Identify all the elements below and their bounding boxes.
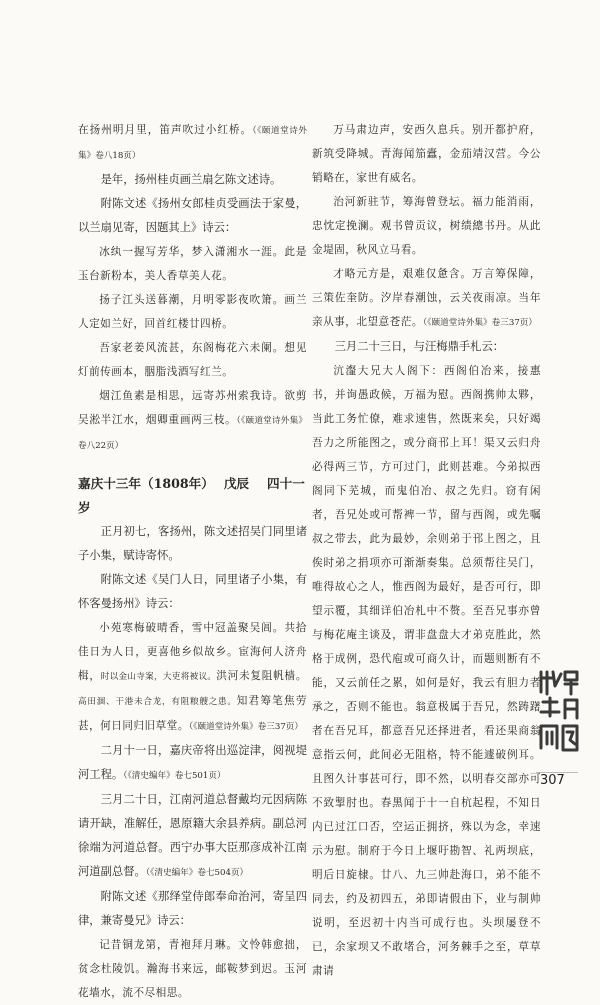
paragraph: 正月初七，客扬州，陈文述招吴门同里诸子小集，赋诗寄怀。: [78, 525, 307, 562]
poem-stanza: 烟江鱼素是相思，远寄苏州索我诗。欲剪吴淞半江水，烟卿重画两三枝。（《颐道堂诗外集》卷八22页）: [78, 390, 308, 451]
poem-stanza: 才略元方是，艰难仅惫含。万言筹保障，三策佐奎防。汐岸春潮蚀，云关夜雨凉。当年亲从事，北望意苍茫。（《颐道堂诗外集》卷三37页）: [312, 268, 541, 328]
paragraph: 附陈文述《扬州女郎桂贞受画法于家曼，以兰扇见寄，因题其上》诗云：: [78, 197, 307, 234]
left-column: [78, 118, 307, 1005]
year-heading: 嘉庆十三年（1808年） 戊辰 四十一岁: [78, 476, 305, 515]
poem-line: 在扬州明月里，笛声吹过小红桥。（《颐道堂诗外集》卷八18页）: [78, 124, 308, 161]
poem-stanza: 万马肃边声，安西久息兵。别开都护府，新筑受降城。青海闻笳蠹，金茄靖汉营。今公销略在，家世有威名。: [312, 124, 541, 184]
poem-stanza: 吾家老姜风流甚，东阁梅花六未阑。想见灯前传画本，胭脂浅酒写红兰。: [78, 342, 307, 378]
poem-stanza: 治河新驻节，筹海曾登坛。福力能消雨，忠忱定挽澜。观书曾贡议，树绩總书丹。从此金堤固，秋风立马看。: [312, 196, 541, 256]
poem-stanza: 小苑寒梅破晴香，雪中冠盖聚吴阊。共拾佳日为人日，更喜他乡似故乡。宦海何人济舟楫，时以金山寺案，大吏将被议。洪河未复阻帆樯。高田涸、干港未合龙，有阻粮艘之患。知君筹笔焦劳甚，何日同归旧草堂。（《颐道堂诗外集》卷三37页）: [78, 622, 307, 732]
page-number: 307: [540, 773, 565, 788]
paragraph: 三月二十三日，与汪梅鼎手札云：: [334, 340, 505, 353]
paragraph: 二月十一日，嘉庆帝将出巡淀津，阅视堤河工程。（《清史编年》卷七501页）: [78, 744, 307, 781]
paragraph: 附陈文述《吴门人日，同里诸子小集，有怀客曼扬州》诗云：: [78, 573, 307, 610]
seal-logo-icon: [537, 668, 581, 768]
right-column: [312, 118, 541, 983]
paragraph: 附陈文述《那绎堂侍郎奉命治河，寄呈四律，兼寄曼兄》诗云：: [78, 890, 307, 927]
poem-stanza: 记昔铜龙第，青袍拜月琳。文怜韩愈拙，贫念杜陵饥。瀚海书来远，邮鞍梦到迟。玉河花墙水，流不尽相思。: [78, 939, 307, 999]
letter-quote: 沆瀣大兄大人阁下：西阁伯冶来，接惠书，并询愚政候，万福为慰。西阁携帅太夥，当此工务忙僚，难求速售，然既来矣，只好竭吾力之所能图之，或分商邗上耳！渠又云归舟必得两三节，方可过门，此则甚难。今弟拟西阁同下芜城，而鬼伯冶、叔之先归。窃有闲者，吾兄处或可帮裨一节，留与西阁，或先嘱叔之带去，此为最妙，余则弟于邗上图之，且俟时弟之捐项亦可渐渐奏集。总须帮往吴门，唯得故心之人，惟西阁为最好，是否可行，即望示覆，其细详伯冶札中不赘。至吾兄事亦曾与梅花庵主谈及，谓非盘盘大才弟克胜此，然格于成例，恐代庖或可商久计，而题则断有不能，又云前任之累，如何是好，我云有胆力者承之，否则不能也。翁意极属于吾兄，然踌躇者在吾兄耳，都意吾兄还择进者，看还果商翁意指云何，此间必无阻格，特不能遽破例耳。且图久计事甚可行，即不然，以明春交部亦可不致掣肘也。春黑闻于十一自杭起程，不知日内已过江口否，空运正拥挤，殊以为念，幸速示为慰。制府于今日上堰吁勘智、礼两坝底，明后日旋棣。廿八、九三帅赴海口，弟不能不同去，约及初四五，弟即请假由下，业与制帅说明，至迟初十内当可成行也。头坝屡登不已，余家坝又不敢堵合，河务棘手之至，草草肃请: [312, 365, 541, 977]
poem-stanza: 冰纨一握写芳华，梦入潇湘水一涯。此是玉台新粉本，美人香草美人花。: [78, 246, 307, 282]
paragraph: 三月二十日，江南河道总督戴均元因病陈请开缺，准解任，恩原籍大余县养病。副总河徐端为河道总督。西宁办事大臣那彦成补江南河道副总督。（《清史编年》卷七504页）: [78, 793, 307, 878]
poem-stanza: 扬子江头送暮潮，月明零影夜吹箫。画兰人定如兰好，回首红楼廿四桥。: [78, 294, 307, 330]
paragraph: 是年，扬州桂贞画兰扇乞陈文述诗。: [100, 173, 282, 186]
